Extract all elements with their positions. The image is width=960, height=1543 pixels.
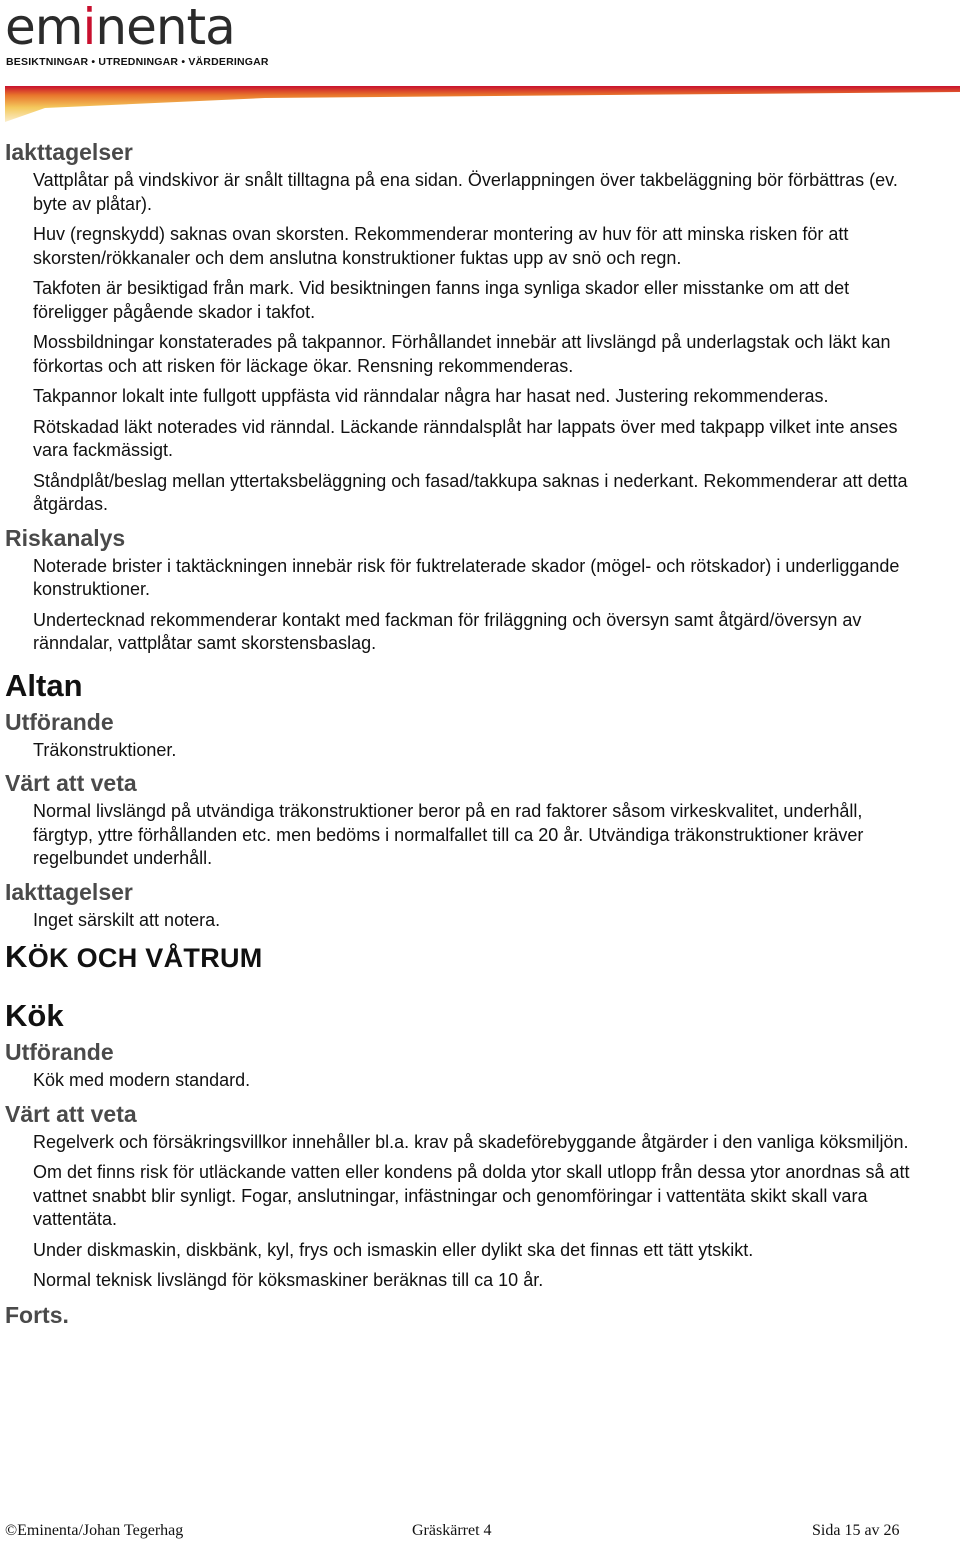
page-header xyxy=(0,0,960,130)
logo-text-suffix: nenta xyxy=(95,0,235,56)
subheading: Riskanalys xyxy=(5,524,126,551)
eminenta-logo xyxy=(5,0,235,54)
logo-text-prefix: em xyxy=(5,0,83,56)
subheading: Utförande xyxy=(5,708,114,735)
logo-text-i: i xyxy=(82,0,96,56)
logo-tagline: BESIKTNINGAR • UTREDNINGAR • VÄRDERINGAR xyxy=(6,56,269,68)
header-band-shape xyxy=(5,86,960,122)
body-paragraph: Om det finns risk för utläckande vatten eller kondens på dolda ytor skall utlopp från dessa ytor anordnas så att vattnet snabbt blir synligt. Fogar, anslutningar, infästningar och genomföringar i vattentäta skikt skall vara vattentäta. xyxy=(33,1162,910,1229)
body-paragraph: Inget särskilt att notera. xyxy=(33,909,221,930)
body-paragraph: Regelverk och försäkringsvillkor innehåller bl.a. krav på skadeförebyggande åtgärder i den vanliga köksmiljön. xyxy=(33,1131,909,1152)
room-heading: Kök xyxy=(5,998,64,1033)
room-heading: Altan xyxy=(5,667,83,703)
body-paragraph: Träkonstruktioner. xyxy=(33,739,177,760)
footer-copyright: ©Eminenta/Johan Tegerhag xyxy=(5,1522,184,1539)
section-heading-rest: ÖK OCH VÅTRUM xyxy=(27,943,263,973)
subheading: Värt att veta xyxy=(5,1100,137,1127)
document-body xyxy=(5,138,925,1332)
section-heading xyxy=(5,939,925,976)
page-footer xyxy=(0,1522,960,1542)
body-paragraph: Undertecknad rekommenderar kontakt med fackman för friläggning och översyn samt åtgärd/översyn av ränndalar, vattplåtar samt skorstensbaslag. xyxy=(33,609,862,653)
subheading: Forts. xyxy=(5,1301,69,1328)
body-paragraph: Rötskadad läkt noterades vid ränndal. Läckande ränndalsplåt har lappats över med takpapp vilket inte anses vara fackmässigt. xyxy=(33,416,898,460)
section-heading-initial: K xyxy=(5,939,28,974)
footer-page-number: Sida 15 av 26 xyxy=(812,1522,900,1539)
body-paragraph: Ståndplåt/beslag mellan yttertaksbeläggning och fasad/takkupa saknas i nederkant. Rekommenderar att detta åtgärdas. xyxy=(33,470,908,514)
body-paragraph: Under diskmaskin, diskbänk, kyl, frys och ismaskin eller dylikt ska det finnas ett tätt ytskikt. xyxy=(33,1239,754,1260)
body-paragraph: Takpannor lokalt inte fullgott uppfästa vid ränndalar några har hasat ned. Justering rekommenderas. xyxy=(33,386,829,406)
body-paragraph: Mossbildningar konstaterades på takpannor. Förhållandet innebär att livslängd på underlagstak och läkt kan förkortas och att risken för läckage ökar. Rensning rekommenderas. xyxy=(33,332,891,376)
body-paragraph: Noterade brister i taktäckningen innebär risk för fuktrelaterade skador (mögel- och rötskador) i underliggande konstruktioner. xyxy=(33,555,900,599)
subheading: Iakttagelser xyxy=(5,139,133,165)
body-paragraph: Vattplåtar på vindskivor är snålt tilltagna på ena sidan. Överlappningen över takbeläggning bör förbättras (ev. byte av plåtar). xyxy=(33,170,898,214)
header-decorative-band xyxy=(5,86,960,126)
subheading: Iakttagelser xyxy=(5,878,133,905)
body-paragraph: Takfoten är besiktigad från mark. Vid besiktningen fanns inga synliga skador eller misstanke om att det föreligger pågående skador i takfot. xyxy=(33,278,850,322)
subheading: Utförande xyxy=(5,1039,114,1065)
body-paragraph: Normal teknisk livslängd för köksmaskiner beräknas till ca 10 år. xyxy=(33,1270,544,1290)
body-paragraph: Normal livslängd på utvändiga träkonstruktioner beror på en rad faktorer såsom virkeskvalitet, underhåll, färgtyp, yttre förhållanden etc. men bedöms i normalfallet till ca 20 år. Utvändiga träkonstruktioner kräver regelbundet underhåll. xyxy=(33,801,864,868)
footer-property-address: Gräskärret 4 xyxy=(412,1522,492,1539)
body-paragraph: Kök med modern standard. xyxy=(33,1070,251,1090)
body-paragraph: Huv (regnskydd) saknas ovan skorsten. Rekommenderar montering av huv för att minska risken för att skorsten/rökkanaler och dem anslutna konstruktioner fuktas upp av snö och regn. xyxy=(33,224,849,268)
subheading: Värt att veta xyxy=(5,770,137,796)
